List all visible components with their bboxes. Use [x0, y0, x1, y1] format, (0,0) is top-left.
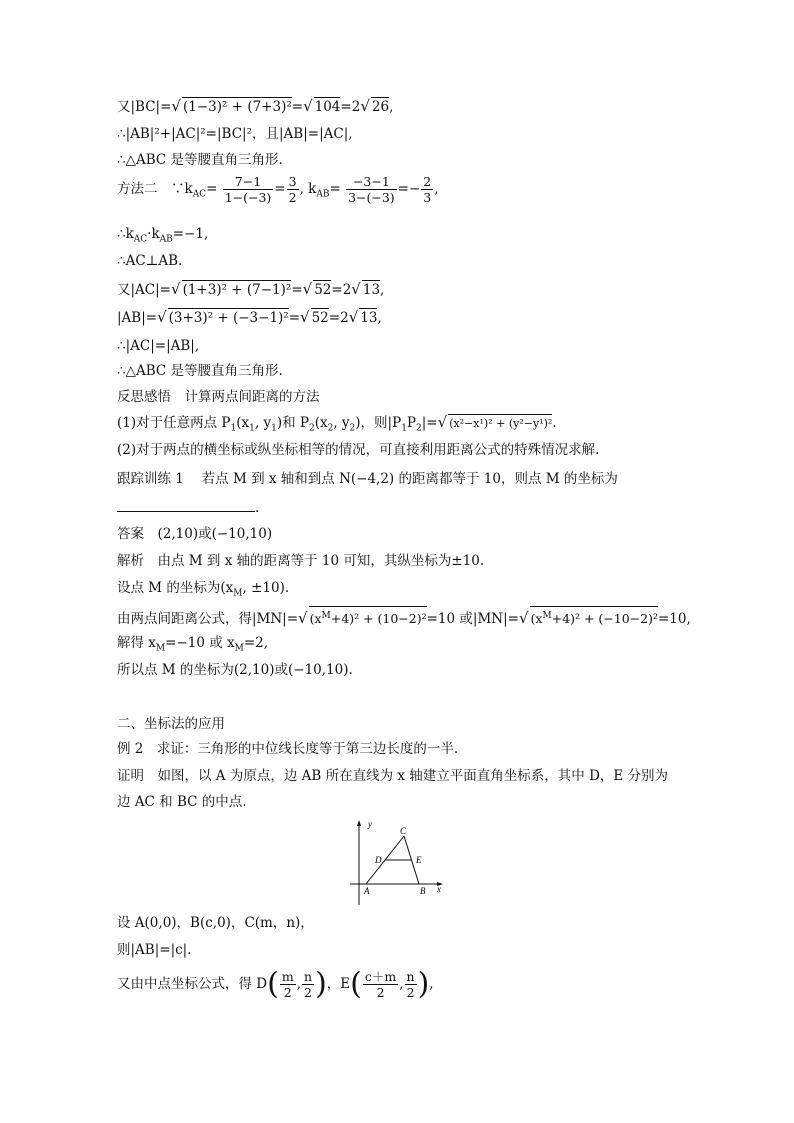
radicand: 104: [314, 99, 341, 115]
text-line-8: |AB|=√ (3+3)² + (−3−1)²=√ 52=2√ 13,: [117, 308, 382, 326]
subscript: M: [233, 588, 243, 599]
fraction: [363, 969, 398, 1000]
subscript: M: [234, 643, 244, 654]
fraction: [280, 969, 296, 1000]
analysis-line: 解析 由点 M 到 x 轴的距离等于 10 可知，其纵坐标为±10.: [117, 553, 485, 569]
radicand: 26: [371, 99, 390, 115]
text: ,: [429, 976, 434, 992]
subscript: AC: [192, 189, 207, 200]
radicand: 13: [362, 282, 381, 298]
denominator: 2: [288, 190, 297, 205]
subscript: AB: [159, 234, 173, 245]
fraction: [405, 969, 417, 1000]
text: 由两点间距离公式，得|MN|=: [117, 611, 299, 628]
text: ∴k: [117, 226, 134, 242]
radicand: (x: [309, 611, 322, 627]
fraction: [421, 174, 433, 205]
section-heading: 二、坐标法的应用: [117, 716, 225, 732]
text: =2,: [243, 635, 269, 651]
subscript: AB: [316, 189, 330, 200]
text: =: [288, 310, 301, 326]
numerator: 2: [423, 174, 432, 189]
example-2-statement: 例 2 求证：三角形的中位线长度等于第三边长度的一半.: [117, 741, 459, 757]
text: =−10 或 x: [165, 635, 235, 651]
text: =2: [331, 282, 352, 298]
denominator: 3: [423, 190, 432, 205]
subscript: AC: [133, 234, 148, 245]
text-line-5: [117, 225, 208, 249]
point-a-label: A: [364, 886, 370, 896]
proof-line-4: 则|AB|=|c|.: [117, 942, 192, 958]
subscript: 2: [327, 423, 334, 434]
text: )和 P: [276, 415, 309, 431]
radicand: (1+3)² + (7−1)²: [182, 282, 292, 298]
text: 又|AC|=: [117, 282, 171, 298]
text-line-3: ∴△ABC 是等腰直角三角形.: [117, 152, 283, 168]
denominator: 2: [283, 985, 292, 1000]
radicand: 52: [311, 310, 329, 326]
text: ,: [434, 181, 439, 197]
reflection-heading: 反思感悟 计算两点间距离的方法: [117, 389, 320, 405]
text: 设点 M 的坐标为(x: [117, 580, 234, 596]
text: |AB|=: [117, 310, 158, 326]
radicand: 52: [314, 282, 332, 298]
radicand: (1−3)² + (7+3)²: [182, 99, 292, 115]
triangle-coordinate-figure: [340, 817, 450, 909]
text: =10,: [657, 611, 691, 628]
answer-blank: [117, 497, 255, 512]
point-e-label: E: [416, 855, 422, 865]
text: , y: [254, 415, 272, 431]
text-line-19: 由两点间距离公式，得|MN|=√ $(x^M+4)^2 + (10-2)^2=10$ 或|MN|=√ $(x^M+4)^2 + (-10-2)^2=10$,: [117, 606, 691, 628]
proof-line-5: 又由中点坐标公式，得 D( $\frac{m}{2}$ , $\frac{n}{2}$ )，E( $\frac{c+m}{2}$ , $\frac{n}{2}$ ),: [117, 966, 434, 1002]
numerator: 3: [288, 174, 297, 189]
denominator: 2: [304, 985, 312, 1000]
exercise-prompt: 跟踪训练 1 若点 M 到 x 轴和到点 N(−4,2) 的距离都等于 10，则点 M 的坐标为: [117, 471, 618, 487]
numerator: −3−1: [346, 174, 397, 190]
fraction: [287, 174, 299, 205]
text-line-9: ∴|AC|=|AB|,: [117, 338, 200, 354]
text-line-7: 又|AC|=√ (1+3)² + (7−1)²=√ 52=2√ 13,: [117, 280, 385, 298]
y-axis-label: y: [368, 819, 372, 829]
text-line-4-method-two: [117, 172, 439, 212]
text-line-13: (2)对于两点的横坐标或纵坐标相等的情况，可直接利用距离公式的特殊情况求解.: [117, 442, 600, 458]
text: ·k: [147, 226, 160, 242]
text-line-2: ∴|AB|²+|AC|²=|BC|²，且|AB|=|AC|,: [117, 126, 353, 142]
text: =: [291, 99, 304, 115]
text: =: [206, 181, 218, 197]
text: (x: [314, 415, 328, 431]
y-axis-arrow: [357, 820, 361, 826]
radicand: (x: [530, 611, 543, 627]
text-line-21: 所以点 M 的坐标为(2,10)或(−10,10).: [117, 662, 353, 678]
text: =10 或|MN|=: [426, 611, 519, 628]
text: )，则|P: [355, 415, 402, 431]
text-line-6: ∴AC⊥AB.: [117, 253, 183, 269]
text: =: [274, 181, 286, 197]
subscript: 1: [230, 423, 237, 434]
answer-line: 答案 (2,10)或(−10,10): [117, 526, 273, 542]
text: (1)对于任意两点 P: [117, 415, 231, 431]
point-c-label: C: [400, 826, 407, 836]
text-line-20: [117, 634, 268, 658]
numerator: 7−1: [223, 174, 274, 190]
text: =: [291, 282, 303, 298]
subscript: 2: [416, 423, 422, 434]
text: =−: [397, 181, 421, 197]
superscript: M: [542, 611, 552, 621]
denominator: 2: [376, 985, 385, 1000]
text: (x: [236, 415, 250, 431]
point-b-label: B: [420, 886, 426, 896]
subscript: 2: [308, 423, 315, 434]
x-axis-label: x: [437, 884, 441, 894]
text-line-10: ∴△ABC 是等腰直角三角形.: [117, 363, 283, 379]
text: 又由中点坐标公式，得 D: [117, 976, 268, 992]
radicand: +4)² + (−10−2)²: [551, 611, 658, 627]
fraction: [302, 969, 314, 1000]
radicand: (3+3)² + (−3−1)²: [168, 310, 289, 326]
text: ，E: [326, 976, 351, 992]
radicand: 13: [360, 310, 378, 326]
subscript: 1: [249, 423, 255, 434]
proof-line-2: 边 AC 和 BC 的中点.: [117, 794, 247, 810]
denominator: 2: [406, 985, 415, 1000]
text: 又|BC|=: [117, 99, 172, 115]
subscript: M: [155, 643, 166, 654]
text: , ±10).: [242, 580, 290, 596]
text: =−1,: [172, 226, 209, 242]
denominator: 1−(−3): [224, 190, 272, 205]
text: P: [406, 415, 417, 431]
subscript: 2: [349, 423, 356, 434]
fraction: [223, 174, 274, 205]
proof-line-3: 设 A(0,0)，B(c,0)，C(m，n)，: [117, 915, 314, 931]
text: =: [329, 181, 341, 197]
radicand: (x²−x¹)² + (y²−y¹)²: [448, 414, 552, 433]
text: ,: [380, 282, 385, 298]
text: 解得 x: [117, 635, 156, 651]
radicand: +4)² + (10−2)²: [330, 611, 427, 627]
numerator: m: [281, 969, 294, 984]
point-d-label: D: [375, 855, 382, 865]
denominator: 3−(−3): [348, 190, 395, 205]
text: =2: [328, 310, 349, 326]
numerator: c＋m: [364, 969, 397, 984]
text: , k: [299, 181, 317, 197]
proof-line-1: 证明 如图，以 A 为原点，边 AB 所在直线为 x 轴建立平面直角坐标系，其中 D，E 分别为: [117, 768, 669, 784]
text: .: [552, 415, 557, 431]
text: |=: [421, 415, 438, 431]
text: .: [255, 500, 260, 516]
text-line-1: 又|BC|=√ (1−3)² + (7+3)²=√ 104=2√ 26,: [117, 97, 394, 115]
numerator: n: [406, 969, 415, 984]
text: 方法二 ∵k: [117, 181, 193, 197]
subscript: 1: [271, 423, 277, 434]
text: ,: [377, 310, 382, 326]
text: =2: [340, 99, 361, 115]
superscript: M: [321, 611, 331, 621]
text-line-18: [117, 579, 289, 603]
text-line-12: (1)对于任意两点 $P_1(x_1$, $y_1$)和 $P_2(x_2$, $y_2$)，则$|P_1P_2|=√$ (x²−x¹)² + (y²−y¹)².: [117, 413, 557, 434]
answer-blank-line: [117, 497, 259, 517]
numerator: n: [304, 969, 313, 984]
text: , y: [333, 415, 350, 431]
text: ,: [389, 99, 394, 115]
fraction: [346, 174, 397, 205]
subscript: 1: [401, 423, 407, 434]
